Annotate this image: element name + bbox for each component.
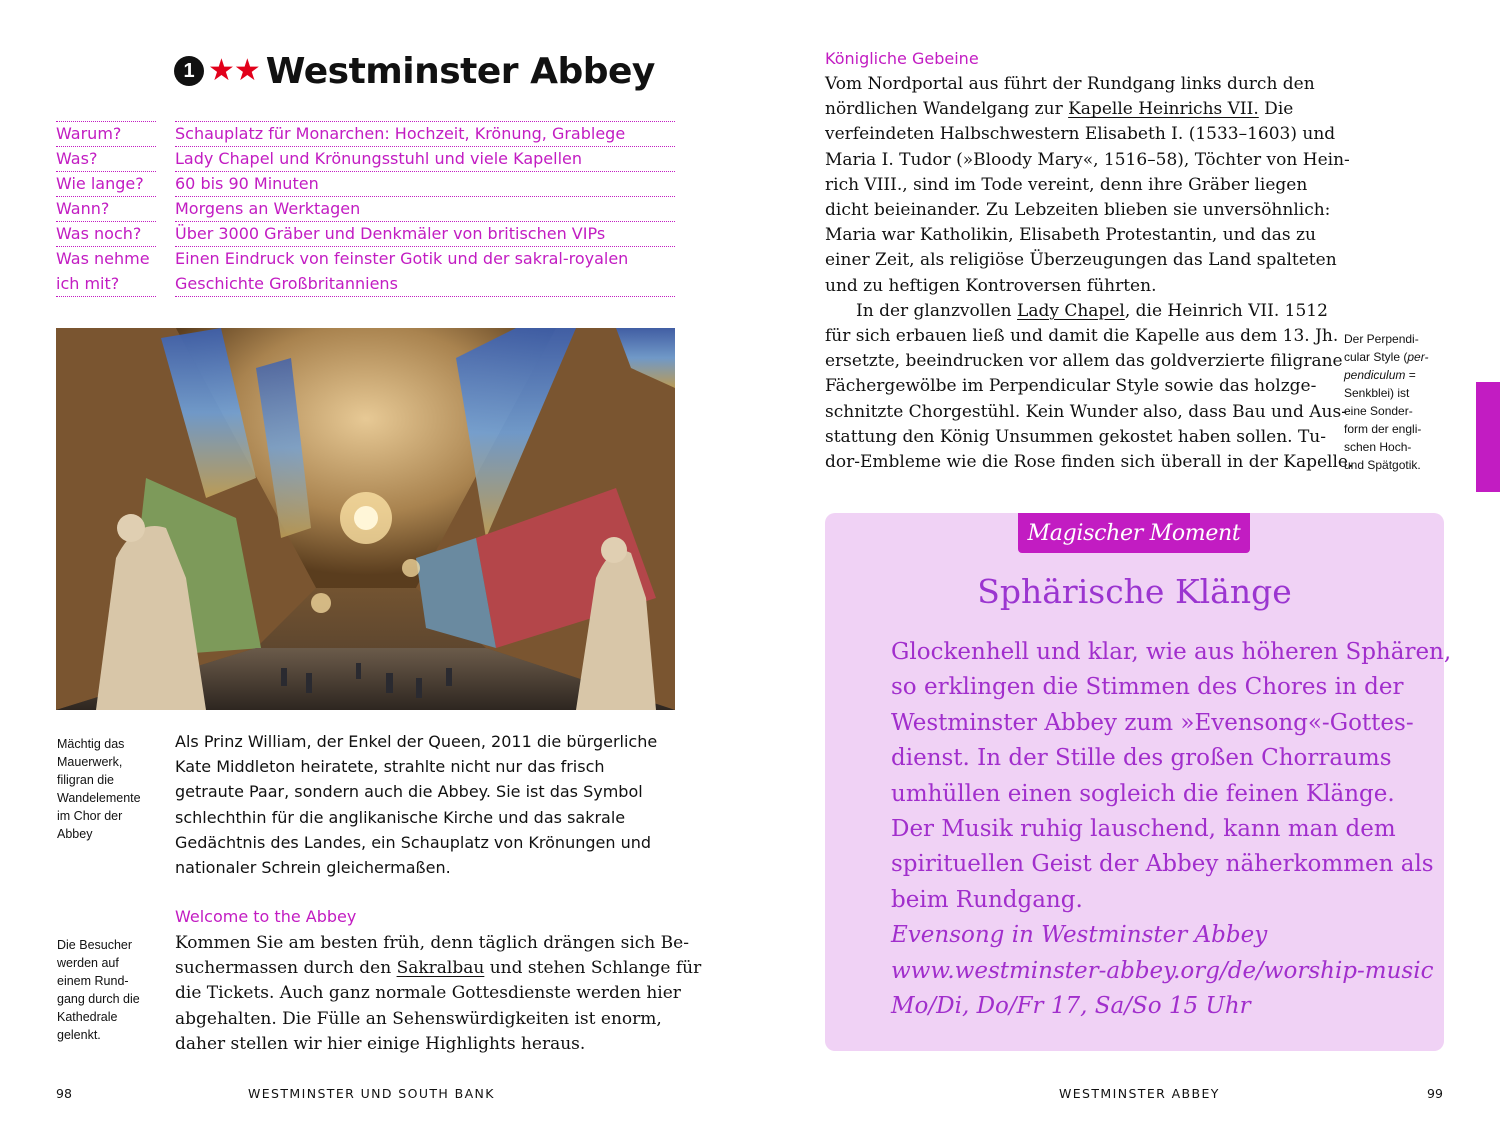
body-line: einer Zeit, als religiöse Überzeugungen das Land spalteten (825, 250, 1337, 271)
note-line: Der Perpendi- (1344, 332, 1419, 346)
fact-answer (175, 246, 675, 296)
note-line: und Spätgotik. (1344, 458, 1421, 472)
fact-answer: Über 3000 Gräber und Denkmäler von britischen VIPs (175, 224, 606, 243)
body-line: Kommen Sie am besten früh, denn täglich drängen sich Be- (175, 933, 689, 953)
body-line: Fächergewölbe im Perpendicular Style sowie das holzge- (825, 376, 1317, 397)
box-info-line: Evensong in Westminster Abbey (891, 922, 1268, 949)
box-line: umhüllen einen sogleich die feinen Klänge. (891, 780, 1395, 807)
body-line: die Tickets. Auch ganz normale Gottesdienste werden hier (175, 983, 681, 1004)
running-head-right: WESTMINSTER ABBEY (1059, 1086, 1220, 1101)
intro-line: Kate Middleton heiratete, strahlte nicht nur das frisch (175, 757, 605, 777)
fact-row (56, 246, 675, 296)
body-line: nördlichen Wandelgang zur Kapelle Heinrichs VII. Die (825, 99, 1294, 120)
section-heading-royal-bones: Königliche Gebeine (825, 49, 979, 68)
box-line: Der Musik ruhig lauschend, kann man dem (891, 816, 1396, 843)
fact-question: Warum? (56, 124, 122, 143)
body-line: Vom Nordportal aus führt der Rundgang links durch den (825, 74, 1315, 94)
fact-row (56, 121, 675, 146)
sight-number-badge: 1 (174, 56, 204, 86)
fact-answer-line: Einen Eindruck von feinster Gotik und der sakral-royalen (175, 249, 629, 268)
note-line: schen Hoch- (1344, 440, 1412, 454)
caption-line: filigran die (57, 773, 114, 787)
sight-title-row (174, 48, 655, 94)
note-line: Kathedrale (57, 1010, 118, 1024)
note-line: Die Besucher (57, 938, 133, 952)
caption-line: im Chor der (57, 809, 123, 823)
rating-stars-icon: ★★ (208, 53, 260, 88)
box-line: dienst. In der Stille des großen Chorraums (891, 745, 1392, 772)
fact-answer-line: Geschichte Großbritanniens (175, 274, 398, 293)
chapter-tab-marker (1476, 382, 1500, 492)
body-line: ersetzte, beeindrucken vor allem das goldverzierte filigrane (825, 351, 1343, 372)
body-line: und zu heftigen Kontroversen führten. (825, 275, 1157, 296)
running-head-left: WESTMINSTER UND SOUTH BANK (248, 1086, 495, 1101)
page-number-right: 99 (1427, 1086, 1443, 1101)
fact-question-line: Was nehme (56, 249, 150, 268)
body-line: suchermassen durch den Sakralbau und stehen Schlange für (175, 958, 702, 979)
box-title: Sphärische Klänge (977, 572, 1292, 611)
lady-chapel-link[interactable]: Lady Chapel (1017, 300, 1125, 321)
fact-question: Wie lange? (56, 174, 144, 193)
note-line: gang durch die (57, 992, 140, 1006)
welcome-paragraph (175, 931, 702, 1057)
body-line: rich VIII., sind im Tode vereint, denn ihre Gräber liegen (825, 174, 1308, 195)
body-line: daher stellen wir hier einige Highlights heraus. (175, 1033, 586, 1054)
fact-question-line: ich mit? (56, 274, 120, 293)
box-line: so erklingen die Stimmen des Chores in der (891, 674, 1404, 701)
fact-answer: Schauplatz für Monarchen: Hochzeit, Krönung, Grablege (175, 124, 626, 143)
body-line: schnitzte Chorgestühl. Kein Wunder also, dass Bau und Aus- (825, 401, 1347, 422)
fact-row (56, 196, 675, 221)
box-line: Glockenhell und klar, wie aus höheren Sphären, (891, 639, 1452, 665)
body-line: stattung den König Unsummen gekostet haben sollen. Tu- (825, 426, 1326, 447)
note-line: gelenkt. (57, 1028, 101, 1042)
box-info-url[interactable]: www.westminster-abbey.org/de/worship-music (891, 957, 1434, 984)
photo-caption (57, 735, 167, 843)
box-text (891, 635, 1452, 1024)
note-line: cular Style (per- (1344, 350, 1429, 364)
body-line: Maria war Katholikin, Elisabeth Protestantin, und das zu (825, 225, 1316, 246)
note-line: werden auf (57, 956, 119, 970)
note-line: einem Rund- (57, 974, 129, 988)
fact-question (56, 246, 156, 296)
fact-answer: Morgens an Werktagen (175, 199, 361, 218)
fact-row (56, 146, 675, 171)
note-line: Senkblei) ist (1344, 386, 1410, 400)
page-number-left: 98 (56, 1086, 72, 1101)
royal-bones-paragraph (825, 72, 1354, 475)
welcome-heading: Welcome to the Abbey (175, 907, 357, 926)
fact-answer: Lady Chapel und Krönungsstuhl und viele Kapellen (175, 149, 582, 168)
body-line: In der glanzvollen Lady Chapel, die Heinrich VII. 1512 (856, 300, 1328, 321)
body-line: dicht beieinander. Zu Lebzeiten blieben sie unversöhnlich: (825, 200, 1331, 221)
body-line: verfeindeten Halbschwestern Elisabeth I. (1533–1603) und (825, 124, 1336, 145)
body-line: Maria I. Tudor (»Bloody Mary«, 1516–58), Töchter von Hein- (825, 149, 1350, 170)
intro-line: getraute Paar, sondern auch die Abbey. Sie ist das Symbol (175, 782, 643, 802)
note-line: pendiculum = (1344, 368, 1416, 382)
note-line: eine Sonder- (1344, 404, 1413, 418)
box-info-line: Mo/Di, Do/Fr 17, Sa/So 15 Uhr (891, 993, 1251, 1020)
fact-question: Wann? (56, 199, 110, 218)
caption-line: Wandelemente (57, 791, 141, 805)
note-line: form der engli- (1344, 422, 1422, 436)
intro-paragraph (175, 729, 675, 880)
intro-line: Gedächtnis des Landes, ein Schauplatz von Krönungen und (175, 832, 652, 852)
margin-note-perpendicular (1344, 330, 1459, 474)
henry-vii-chapel-link[interactable]: Kapelle Heinrichs VII. (1068, 99, 1259, 120)
intro-line: Als Prinz William, der Enkel der Queen, 2011 die bürgerliche (175, 732, 658, 751)
abbey-interior-photo (56, 328, 675, 710)
fact-question: Was? (56, 149, 98, 168)
fact-row (56, 221, 675, 246)
caption-line: Mauerwerk, (57, 755, 123, 769)
box-line: Westminster Abbey zum »Evensong«-Gottes- (891, 709, 1414, 736)
body-line: für sich erbauen ließ und damit die Kapelle aus dem 13. Jh. (825, 326, 1339, 347)
magic-moment-label: Magischer Moment (1018, 513, 1250, 553)
sakralbau-link[interactable]: Sakralbau (396, 958, 485, 979)
fact-row (56, 171, 675, 196)
side-note (57, 936, 167, 1044)
fact-answer: 60 bis 90 Minuten (175, 174, 319, 193)
caption-line: Mächtig das (57, 737, 125, 751)
body-line: dor-Embleme wie die Rose finden sich überall in der Kapelle. (825, 452, 1354, 473)
quick-facts-table (56, 121, 675, 296)
body-line: abgehalten. Die Fülle an Sehenswürdigkeiten ist enorm, (175, 1008, 662, 1029)
intro-line: schlechthin für die anglikanische Kirche und das sakrale (175, 807, 626, 827)
intro-line: nationaler Schrein gleichermaßen. (175, 858, 451, 878)
box-line: spirituellen Geist der Abbey näherkommen als (891, 851, 1434, 878)
page-title: Westminster Abbey (265, 50, 655, 92)
fact-question: Was noch? (56, 224, 142, 243)
box-line: beim Rundgang. (891, 886, 1083, 913)
caption-line: Abbey (57, 827, 93, 841)
